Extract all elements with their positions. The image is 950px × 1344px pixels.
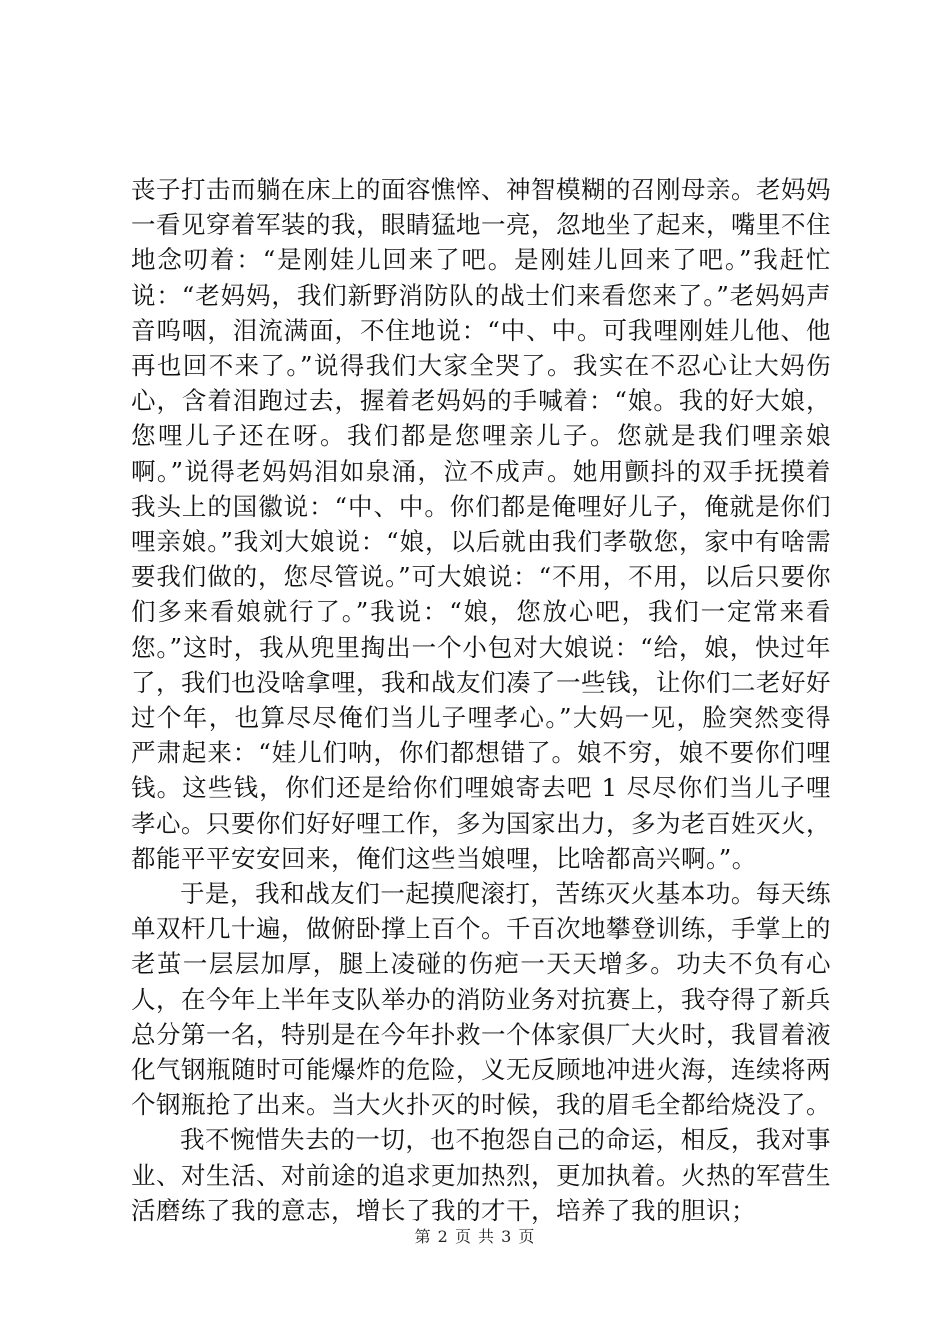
document-body: [131, 172, 831, 1228]
paragraph-1: 丧子打击而躺在床上的面容憔悴、神智模糊的召刚母亲。老妈妈一看见穿着军装的我，眼睛猛地一亮，忽地坐了起来，嘴里不住地念叨着：“是刚娃儿回来了吧。是刚娃儿回来了吧。”我赶忙说：“老妈妈，我们新野消防队的战士们来看您来了。”老妈妈声音呜咽，泪流满面，不住地说：“中、中。可我哩刚娃儿他、他再也回不来了。”说得我们大家全哭了。我实在不忍心让大妈伤心，含着泪跑过去，握着老妈妈的手喊着：“娘。我的好大娘，您哩儿子还在呀。我们都是您哩亲儿子。您就是我们哩亲娘啊。”说得老妈妈泪如泉涌，泣不成声。她用颤抖的双手抚摸着我头上的国徽说：“中、中。你们都是俺哩好儿子，俺就是你们哩亲娘。”我刘大娘说：“娘，以后就由我们孝敬您，家中有啥需要我们做的，您尽管说。”可大娘说：“不用，不用，以后只要你们多来看娘就行了。”我说：“娘，您放心吧，我们一定常来看您。”这时，我从兜里掏出一个小包对大娘说：“给，娘，快过年了，我们也没啥拿哩，我和战友们凑了一些钱，让你们二老好好过个年，也算尽尽俺们当儿子哩孝心。”大妈一见，脸突然变得严肃起来：“娃儿们呐，你们都想错了。娘不穷，娘不要你们哩钱。这些钱，你们还是给你们哩娘寄去吧 1 尽尽你们当儿子哩孝心。只要你们好好哩工作，多为国家出力，多为老百姓灭火，都能平平安安回来，俺们这些当娘哩，比啥都高兴啊。”。: [131, 175, 831, 873]
paragraph-3: 我不惋惜失去的一切，也不抱怨自己的命运，相反，我对事业、对生活、对前途的追求更加热烈，更加执着。火热的军营生活磨练了我的意志，增长了我的才干，培养了我的胆识；: [131, 1125, 831, 1225]
paragraph-2: 于是，我和战友们一起摸爬滚打，苦练灭火基本功。每天练单双杆几十遍，做俯卧撑上百个。千百次地攀登训练，手掌上的老茧一层层加厚，腿上凌碰的伤疤一天天增多。功夫不负有心人，在今年上半年支队举办的消防业务对抗赛上，我夺得了新兵总分第一名，特别是在今年扑救一个体家俱厂大火时，我冒着液化气钢瓶随时可能爆炸的危险，义无反顾地冲进火海，连续将两个钢瓶抢了出来。当大火扑灭的时候，我的眉毛全都给烧没了。: [131, 879, 831, 1120]
page-number-footer: 第 2 页 共 3 页: [414, 1227, 536, 1246]
